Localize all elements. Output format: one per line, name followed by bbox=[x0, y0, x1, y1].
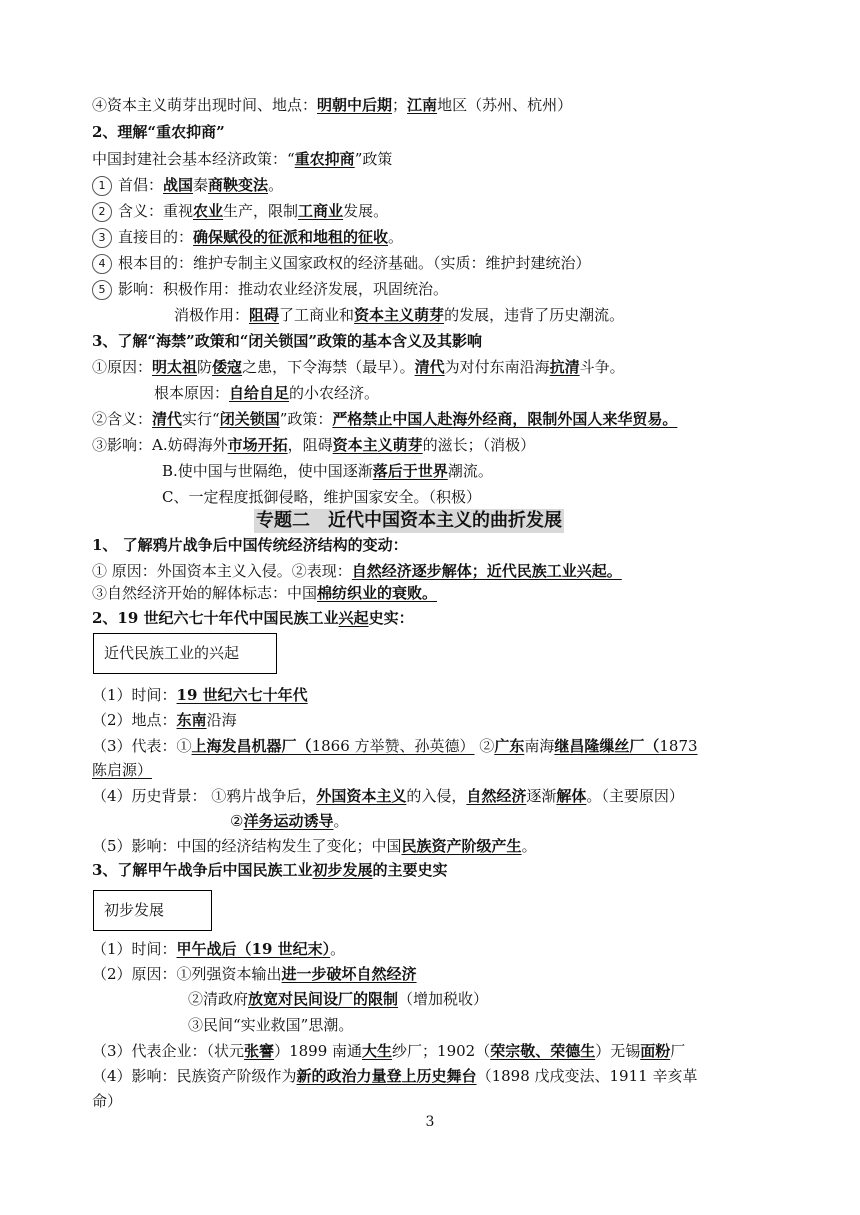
line-root-purpose: 4 根本目的：维护专制主义国家政权的经济基础。（实质：维护封建统治） bbox=[92, 253, 591, 274]
line-rise-impact: （5）影响：中国的经济结构发生了变化；中国民族资产阶级产生。 bbox=[92, 837, 537, 855]
line-basic-policy: 中国封建社会基本经济政策：“重农抑商”政策 bbox=[92, 150, 393, 168]
box-rise-of-national-industry: 近代民族工业的兴起 bbox=[93, 633, 277, 674]
line-dev-cause-3: ③民间“实业救国”思潮。 bbox=[188, 1016, 354, 1034]
line-rise-representatives: （3）代表：①上海发昌机器厂（1866 方举赞、孙英德） ②广东南海继昌隆缫丝厂（1873 bbox=[92, 737, 698, 755]
circle-number-5: 5 bbox=[92, 280, 112, 300]
line-meaning: 2 含义：重视农业生产，限制工商业发展。 bbox=[92, 201, 388, 222]
circle-number-1: 1 bbox=[92, 176, 112, 196]
heading-economic-structure: 1、 了解鸦片战争后中国传统经济结构的变动： bbox=[92, 536, 408, 554]
line-dev-impact-cont: 命） bbox=[92, 1092, 123, 1110]
line-sea-ban-cause: ①原因：明太祖防倭寇之患，下令海禁（最早）。清代为对付东南沿海抗清斗争。 bbox=[92, 358, 625, 376]
line-rise-place: （2）地点：东南沿海 bbox=[92, 711, 237, 729]
line-rise-time: （1）时间：19 世纪六七十年代 bbox=[92, 686, 308, 704]
topic-two-title: 专题二 近代中国资本主义的曲折发展 bbox=[256, 510, 562, 531]
line-dev-time: （1）时间：甲午战后（19 世纪末）。 bbox=[92, 940, 346, 958]
line-rise-background-2: ②洋务运动诱导。 bbox=[230, 812, 349, 830]
line-closed-door-impact-b: B.使中国与世隔绝，使中国逐渐落后于世界潮流。 bbox=[162, 462, 493, 480]
circle-number-2: 2 bbox=[92, 202, 112, 222]
line-rise-representatives-cont: 陈启源） bbox=[92, 761, 153, 779]
circle-number-3: 3 bbox=[92, 228, 112, 248]
line-rise-background: （4）历史背景： ①鸦片战争后，外国资本主义的入侵，自然经济逐渐解体。（主要原因） bbox=[92, 787, 684, 805]
line-dev-enterprises: （3）代表企业：（状元张謇）1899 南通大生纱厂；1902（荣宗敬、荣德生）无锡面粉厂 bbox=[92, 1042, 686, 1060]
line-dev-cause-1: （2）原因：①列强资本输出进一步破坏自然经济 bbox=[92, 965, 417, 983]
line-impact-negative: 消极作用：阻碍了工商业和资本主义萌芽的发展，违背了历史潮流。 bbox=[174, 306, 625, 324]
line-root-cause: 根本原因：自给自足的小农经济。 bbox=[154, 384, 380, 402]
line-direct-purpose: 3 直接目的：确保赋役的征派和地租的征收。 bbox=[92, 227, 403, 248]
line-closed-door-meaning: ②含义：清代实行“闭关锁国”政策：严格禁止中国人赴海外经商，限制外国人来华贸易。 bbox=[92, 410, 678, 428]
heading-sea-ban: 3、了解“海禁”政策和“闭关锁国”政策的基本含义及其影响 bbox=[92, 332, 482, 350]
line-sprouts-time-place: ④资本主义萌芽出现时间、地点：明朝中后期；江南地区（苏州、杭州） bbox=[92, 96, 573, 114]
heading-initial-development: 3、了解甲午战争后中国民族工业初步发展的主要史实 bbox=[92, 861, 448, 879]
box-initial-development: 初步发展 bbox=[93, 890, 212, 931]
line-closed-door-impact-c: C、一定程度抵御侵略，维护国家安全。（积极） bbox=[162, 488, 481, 506]
line-disintegration-sign: ③自然经济开始的解体标志：中国棉纺织业的衰败。 bbox=[92, 584, 438, 602]
heading-agriculture-policy: 2、理解“重农抑商” bbox=[92, 123, 225, 141]
line-dev-cause-2: ②清政府放宽对民间设厂的限制（增加税收） bbox=[188, 990, 489, 1008]
heading-rise-of-industry: 2、19 世纪六七十年代中国民族工业兴起史实： bbox=[92, 609, 414, 627]
page-number: 3 bbox=[425, 1114, 435, 1130]
line-structure-cause: ① 原因：外国资本主义入侵。②表现：自然经济逐步解体；近代民族工业兴起。 bbox=[92, 562, 622, 580]
line-closed-door-impact-a: ③影响：A.妨碍海外市场开拓，阻碍资本主义萌芽的滋长；（消极） bbox=[92, 436, 536, 454]
line-advocacy: 1 首倡：战国秦商鞅变法。 bbox=[92, 175, 283, 196]
line-dev-impact: （4）影响：民族资产阶级作为新的政治力量登上历史舞台（1898 戊戌变法、1911 辛亥革 bbox=[92, 1067, 698, 1085]
circle-number-4: 4 bbox=[92, 254, 112, 274]
line-impact-positive: 5 影响：积极作用：推动农业经济发展，巩固统治。 bbox=[92, 279, 448, 300]
